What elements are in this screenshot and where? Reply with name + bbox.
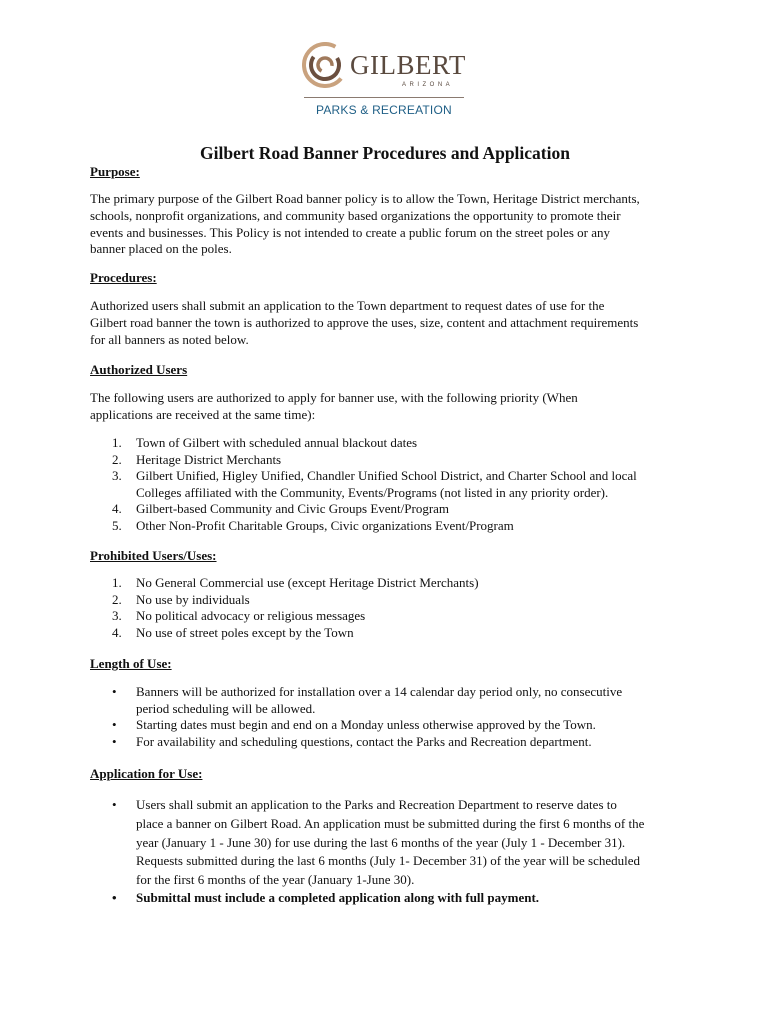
list-number: 2. xyxy=(112,452,122,467)
list-number: 4. xyxy=(112,625,122,640)
list-text: Requests submitted during the last 6 months (July 1- December 31) of the year will be scheduled xyxy=(136,853,640,869)
text-line: applications are received at the same time): xyxy=(90,406,316,422)
page-title: Gilbert Road Banner Procedures and Application xyxy=(200,143,570,163)
list-item xyxy=(112,796,692,890)
list-text: For availability and scheduling questions, contact the Parks and Recreation department. xyxy=(136,734,592,749)
purpose-heading: Purpose: xyxy=(90,164,140,179)
list-number: 4. xyxy=(112,501,122,516)
list-number: 3. xyxy=(112,468,122,483)
list-number: 2. xyxy=(112,592,122,607)
list-item xyxy=(112,592,692,609)
bullet: • xyxy=(112,717,117,732)
text-line: Gilbert road banner the town is authorized to approve the uses, size, content and attachment requirements xyxy=(90,314,639,330)
list-item xyxy=(112,889,692,908)
text-line: The following users are authorized to apply for banner use, with the following priority (When xyxy=(90,390,578,405)
list-text: Users shall submit an application to the Parks and Recreation Department to reserve dates to xyxy=(136,797,617,812)
list-text: place a banner on Gilbert Road. An application must be submitted during the first 6 months of the xyxy=(136,815,645,831)
prohibited-heading: Prohibited Users/Uses: xyxy=(90,548,217,563)
text-line: The primary purpose of the Gilbert Road banner policy is to allow the Town, Heritage District merchants, xyxy=(90,191,640,206)
list-text: Starting dates must begin and end on a Monday unless otherwise approved by the Town. xyxy=(136,717,596,732)
list-item xyxy=(112,452,692,469)
list-text: No use of street poles except by the Town xyxy=(136,625,354,640)
list-item xyxy=(112,734,692,751)
list-item xyxy=(112,608,692,625)
logo-department: PARKS & RECREATION xyxy=(316,103,452,117)
list-number: 1. xyxy=(112,575,122,590)
procedures-heading: Procedures: xyxy=(90,270,157,285)
list-number: 3. xyxy=(112,608,122,623)
text-line: events and businesses. This Policy is not intended to create a public forum on the street poles or any xyxy=(90,224,611,240)
list-item xyxy=(112,575,692,592)
list-item xyxy=(112,468,692,501)
list-text: for the first 6 months of the year (January 1-June 30). xyxy=(136,872,415,888)
text-line: Authorized users shall submit an application to the Town department to request dates of use for the xyxy=(90,298,605,313)
text-line: schools, nonprofit organizations, and community based organizations the opportunity to promote their xyxy=(90,207,621,223)
list-item xyxy=(112,518,692,535)
list-text: Town of Gilbert with scheduled annual blackout dates xyxy=(136,435,418,450)
text-line: banner placed on the poles. xyxy=(90,241,232,257)
list-item xyxy=(112,501,692,518)
authorized-users-intro xyxy=(90,390,690,424)
list-text: year (January 1 - June 30) for use during the last 6 months of the year (July 1 - December 31). xyxy=(136,834,626,850)
list-item xyxy=(112,435,692,452)
bullet: • xyxy=(112,797,117,812)
gilbert-logo xyxy=(300,40,470,120)
list-text: Heritage District Merchants xyxy=(136,452,282,467)
list-text: No use by individuals xyxy=(136,592,250,607)
list-text: Other Non-Profit Charitable Groups, Civic organizations Event/Program xyxy=(136,518,514,533)
list-text: Colleges affiliated with the Community, Events/Programs (not listed in any priority order). xyxy=(136,484,609,500)
procedures-paragraph xyxy=(90,298,690,348)
list-text: Submittal must include a completed application along with full payment. xyxy=(136,890,540,905)
logo-wordmark: GILBERT xyxy=(350,50,466,80)
authorized-users-heading: Authorized Users xyxy=(90,362,188,377)
list-text: Gilbert Unified, Higley Unified, Chandler Unified School District, and Charter School and local xyxy=(136,468,637,483)
bullet: • xyxy=(112,684,117,699)
application-heading: Application for Use: xyxy=(90,766,203,781)
purpose-paragraph xyxy=(90,191,690,258)
list-item xyxy=(112,625,692,642)
logo-divider xyxy=(304,97,464,98)
list-item xyxy=(112,717,692,734)
bullet: • xyxy=(112,734,117,749)
text-line: for all banners as noted below. xyxy=(90,331,249,347)
list-number: 1. xyxy=(112,435,122,450)
list-text: period scheduling will be allowed. xyxy=(136,700,316,716)
logo-state: ARIZONA xyxy=(402,82,454,88)
list-text: No political advocacy or religious messages xyxy=(136,608,366,623)
length-of-use-heading: Length of Use: xyxy=(90,656,172,671)
swirl-logo-icon xyxy=(302,42,348,88)
list-item xyxy=(112,684,692,717)
list-number: 5. xyxy=(112,518,122,533)
list-text: Banners will be authorized for installation over a 14 calendar day period only, no consecutive xyxy=(136,684,623,699)
list-text: No General Commercial use (except Heritage District Merchants) xyxy=(136,575,479,590)
bullet: • xyxy=(112,890,117,905)
list-text: Gilbert-based Community and Civic Groups Event/Program xyxy=(136,501,450,516)
